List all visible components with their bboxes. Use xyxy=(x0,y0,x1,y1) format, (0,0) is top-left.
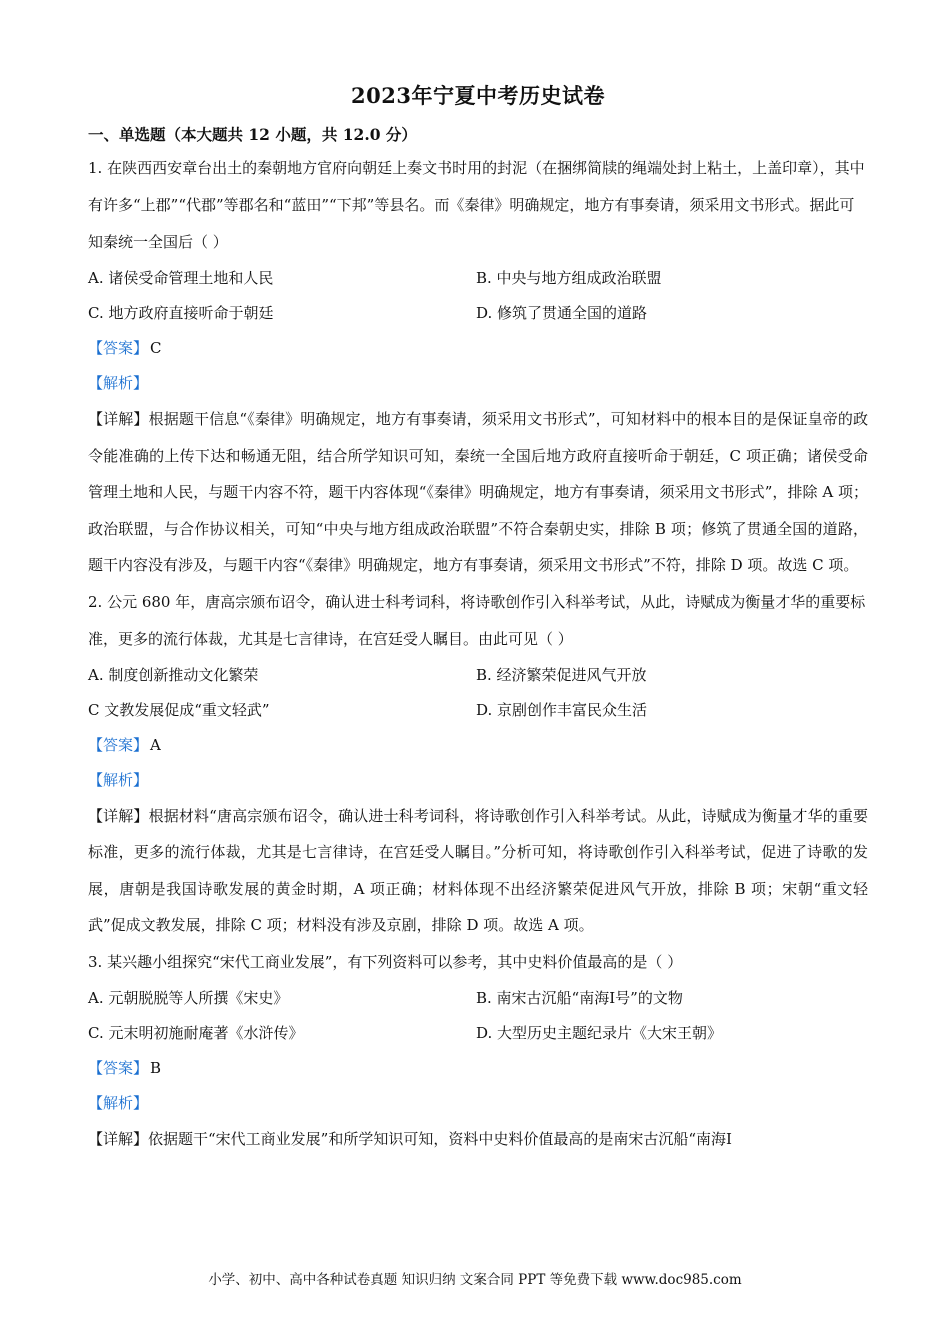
answer-tag: 【答案】 xyxy=(88,339,149,357)
option-d: D. 京剧创作丰富民众生活 xyxy=(476,700,648,719)
detail-text: 依据题干“宋代工商业发展”和所学知识可知，资料中史料价值最高的是南宋古沉船“南海Ⅰ xyxy=(148,1129,732,1148)
answer-line xyxy=(88,728,868,763)
option-b: B. 经济繁荣促进风气开放 xyxy=(476,665,647,684)
option-d: D. 大型历史主题纪录片《大宋王朝》 xyxy=(476,1023,723,1042)
document-page xyxy=(88,80,868,1157)
option-c: C. 地方政府直接听命于朝廷 xyxy=(88,304,274,322)
page-footer: 小学、初中、高中各种试卷真题 知识归纳 文案合同 PPT 等免费下载 www.doc985.com xyxy=(208,1272,742,1288)
option-a: A. 诸侯受命管理土地和人民 xyxy=(88,269,274,287)
answer-line xyxy=(88,1051,868,1086)
analysis-tag: 【解析】 xyxy=(88,1093,149,1112)
answer-value: C xyxy=(150,339,162,357)
detail-paragraph xyxy=(88,798,868,944)
options xyxy=(88,658,868,728)
option-c: C. 元末明初施耐庵著《水浒传》 xyxy=(88,1023,304,1042)
question-1 xyxy=(88,150,868,584)
options xyxy=(88,981,868,1051)
detail-tag: 【详解】 xyxy=(88,806,149,825)
question-stem: 1. 在陕西西安章台出土的秦朝地方官府向朝廷上奏文书时用的封泥（在捆绑简牍的绳端处封上粘土，上盖印章），其中有许多“上郡”“代郡”等郡名和“蓝田”“下邦”等县名。而《秦律》明确规定，地方有事奏请，须采用文书形式。据此可知秦统一全国后（ ） xyxy=(88,159,865,251)
answer-tag: 【答案】 xyxy=(88,735,149,754)
question-3 xyxy=(88,944,868,1158)
question-2 xyxy=(88,584,868,944)
answer-line xyxy=(88,331,868,366)
analysis-line xyxy=(88,366,868,401)
option-b: B. 中央与地方组成政治联盟 xyxy=(476,269,662,287)
analysis-line xyxy=(88,1086,868,1121)
option-d: D. 修筑了贯通全国的道路 xyxy=(476,304,648,322)
options xyxy=(88,261,868,331)
question-stem: 2. 公元 680 年，唐高宗颁布诏令，确认进士科考词科，将诗歌创作引入科举考试，从此，诗赋成为衡量才华的重要标准，更多的流行体裁，尤其是七言律诗，在宫廷受人瞩目。由此可见（ ） xyxy=(88,592,866,648)
detail-text: 根据题干信息“《秦律》明确规定，地方有事奏请，须采用文书形式”，可知材料中的根本目的是保证皇帝的政令能准确的上传下达和畅通无阻，结合所学知识可知，秦统一全国后地方政府直接听命于朝廷，C 项正确；诸侯受命管理土地和人民，与题干内容不符，题干内容体现“《秦律》明确规定，地方有事奏请，须采用文书形式”，排除 A 项；政治联盟，与合作协议相关，可知“中央与地方组成政治联盟”不符合秦朝史实，排除 B 项；修筑了贯通全国的道路，题干内容没有涉及，与题干内容“《秦律》明确规定，地方有事奏请，须采用文书形式”不符，排除 D 项。故选 C 项。 xyxy=(88,410,868,574)
detail-tag: 【详解】 xyxy=(88,1129,149,1148)
answer-value: B xyxy=(150,1058,162,1077)
detail-text: 根据材料“唐高宗颁布诏令，确认进士科考词科，将诗歌创作引入科举考试。从此，诗赋成为衡量才华的重要标准，更多的流行体裁，尤其是七言律诗，在宫廷受人瞩目。”分析可知，将诗歌创作引入科举考试，促进了诗歌的发展，唐朝是我国诗歌发展的黄金时期，A 项正确；材料体现不出经济繁荣促进风气开放，排除 B 项；宋朝“重文轻武”促成文教发展，排除 C 项；材料没有涉及京剧，排除 D 项。故选 A 项。 xyxy=(88,806,868,934)
page-title: 2023年宁夏中考历史试卷 xyxy=(351,83,605,108)
option-a: A. 制度创新推动文化繁荣 xyxy=(88,665,259,684)
detail-paragraph xyxy=(88,1121,868,1158)
detail-tag: 【详解】 xyxy=(88,410,149,428)
option-c: C 文教发展促成“重文轻武” xyxy=(88,700,270,719)
option-b: B. 南宋古沉船“南海Ⅰ号”的文物 xyxy=(476,988,683,1007)
section-heading: 一、单选题（本大题共 12 小题，共 12.0 分） xyxy=(88,125,417,144)
detail-paragraph xyxy=(88,401,868,584)
analysis-line xyxy=(88,763,868,798)
answer-tag: 【答案】 xyxy=(88,1058,149,1077)
analysis-tag: 【解析】 xyxy=(88,374,149,392)
question-stem: 3. 某兴趣小组探究“宋代工商业发展”，有下列资料可以参考，其中史料价值最高的是（ ） xyxy=(88,952,683,971)
analysis-tag: 【解析】 xyxy=(88,770,149,789)
option-a: A. 元朝脱脱等人所撰《宋史》 xyxy=(88,988,289,1007)
answer-value: A xyxy=(150,735,161,754)
